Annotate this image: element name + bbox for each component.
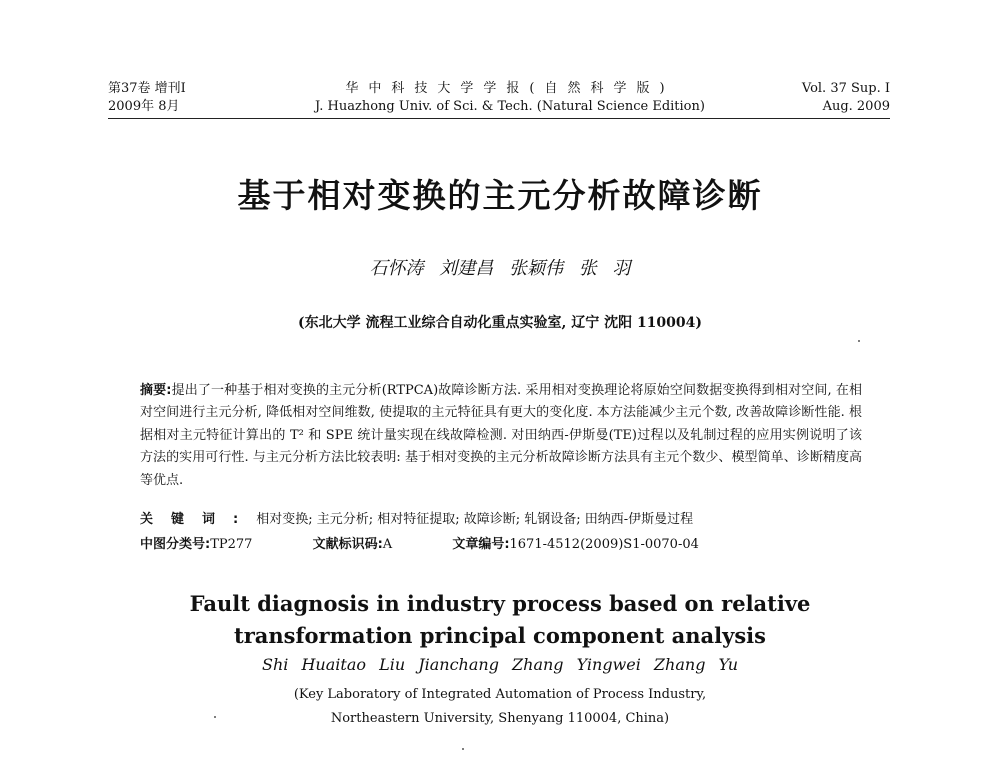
scan-speck	[214, 716, 216, 718]
paper-title-cn: 基于相对变换的主元分析故障诊断	[237, 176, 763, 215]
doc-code-value: A	[382, 537, 393, 552]
volume-issue: 第37卷 增刊Ⅰ	[108, 81, 186, 96]
keywords-cn	[140, 508, 693, 527]
abstract-label: 摘要:	[140, 383, 172, 398]
authors-en: Shi Huaitao Liu Jianchang Zhang Yingwei Zhang Yu	[262, 655, 738, 674]
scan-speck	[462, 748, 464, 750]
header-rule	[108, 118, 890, 119]
journal-name-en: J. Huazhong Univ. of Sci. & Tech. (Natural Science Edition)	[315, 99, 705, 114]
classification-line	[140, 533, 755, 552]
journal-volume-info	[108, 80, 186, 116]
keywords-text: 相对变换; 主元分析; 相对特征提取; 故障诊断; 轧钢设备; 田纳西-伊斯曼过程	[256, 512, 694, 527]
journal-volume-info-en	[802, 80, 890, 116]
clc-label: 中图分类号:	[140, 537, 211, 552]
affiliation-en-line1: (Key Laboratory of Integrated Automation of Process Industry,	[293, 687, 707, 702]
affiliation-en-line2: Northeastern University, Shenyang 110004, China)	[330, 711, 670, 726]
affiliation-cn: (东北大学 流程工业综合自动化重点实验室, 辽宁 沈阳 110004)	[297, 315, 703, 331]
issue-date: 2009年 8月	[108, 99, 180, 114]
affiliation-en	[0, 683, 1000, 731]
volume-issue-en: Vol. 37 Sup. Ⅰ	[801, 81, 890, 96]
abstract-cn	[140, 380, 862, 492]
keywords-label: 关键词:	[140, 512, 257, 527]
authors-cn: 石怀涛 刘建昌 张颖伟 张 羽	[369, 258, 631, 279]
issue-date-en: Aug. 2009	[822, 99, 890, 114]
paper-title-en-line1: Fault diagnosis in industry process based on relative	[189, 591, 811, 616]
journal-name	[300, 80, 720, 116]
paper-title-en-line2: transformation principal component analysis	[234, 623, 766, 648]
paper-title-en	[0, 588, 1000, 652]
abstract-text: 提出了一种基于相对变换的主元分析(RTPCA)故障诊断方法. 采用相对变换理论将原始空间数据变换得到相对空间, 在相对空间进行主元分析, 降低相对空间维数, 使提取的主元特征具有更大的变化度. 本方法能减少主元个数, 改善故障诊断性能. 根据相对主元特征计算出的 T² 和 SPE 统计量实现在线故障检测. 对田纳西-伊斯曼(TE)过程以及轧制过程的应用实例说明了该方法的实用可行性. 与主元分析方法比较表明: 基于相对变换的主元分析故障诊断方法具有主元个数少、模型简单、诊断精度高等优点.	[140, 383, 862, 488]
journal-name-cn: 华中科技大学学报(自然科学版)	[345, 81, 675, 96]
scan-speck	[858, 340, 860, 342]
article-number-value: 1671-4512(2009)S1-0070-04	[509, 537, 699, 552]
clc-value: TP277	[210, 537, 253, 552]
doc-code-label: 文献标识码:	[312, 537, 383, 552]
article-number-label: 文章编号:	[452, 537, 510, 552]
